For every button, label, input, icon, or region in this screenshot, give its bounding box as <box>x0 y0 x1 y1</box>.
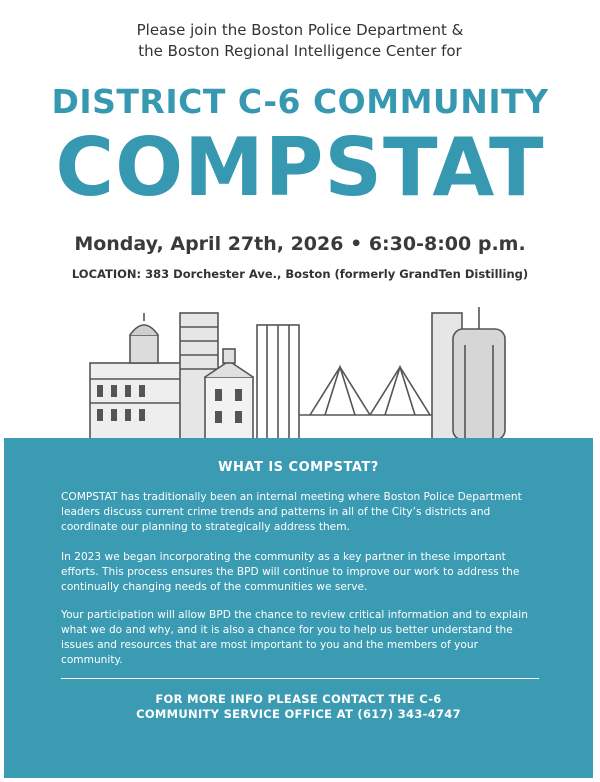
intro-line-1: Please join the Boston Police Department & <box>136 21 464 39</box>
intro-text <box>0 20 600 62</box>
intro-line-2: the Boston Regional Intelligence Center for <box>138 42 462 60</box>
event-location: LOCATION: 383 Dorchester Ave., Boston (formerly GrandTen Distilling) <box>71 267 529 281</box>
info-paragraph-3: Your participation will allow BPD the chance to review critical information and to explain what we do and why, and it is also a chance for you to help us better understand the issues and resources that are most important to you and the members of your community. <box>61 609 528 666</box>
contact-line-2: COMMUNITY SERVICE OFFICE AT (617) 343-4747 <box>136 707 461 721</box>
info-paragraph-1: COMPSTAT has traditionally been an internal meeting where Boston Police Department leaders discuss current crime trends and patterns in all of the City’s districts and coordinate our planning to strategically address them. <box>61 491 522 533</box>
info-panel <box>4 438 593 778</box>
event-date-time: Monday, April 27th, 2026 • 6:30-8:00 p.m. <box>74 233 526 255</box>
event-subtitle: DISTRICT C-6 COMMUNITY <box>51 82 549 121</box>
event-title: COMPSTAT <box>55 121 545 214</box>
contact-info <box>4 692 593 722</box>
info-paragraph-2: In 2023 we began incorporating the community as a key partner in these important efforts. This process ensures the BPD will continue to improve our work to address the continually changing needs of the communities we serve. <box>61 551 520 593</box>
divider <box>61 678 539 679</box>
contact-line-1: FOR MORE INFO PLEASE CONTACT THE C-6 <box>155 692 442 706</box>
city-skyline-illustration <box>85 305 515 440</box>
info-heading: WHAT IS COMPSTAT? <box>218 460 379 475</box>
